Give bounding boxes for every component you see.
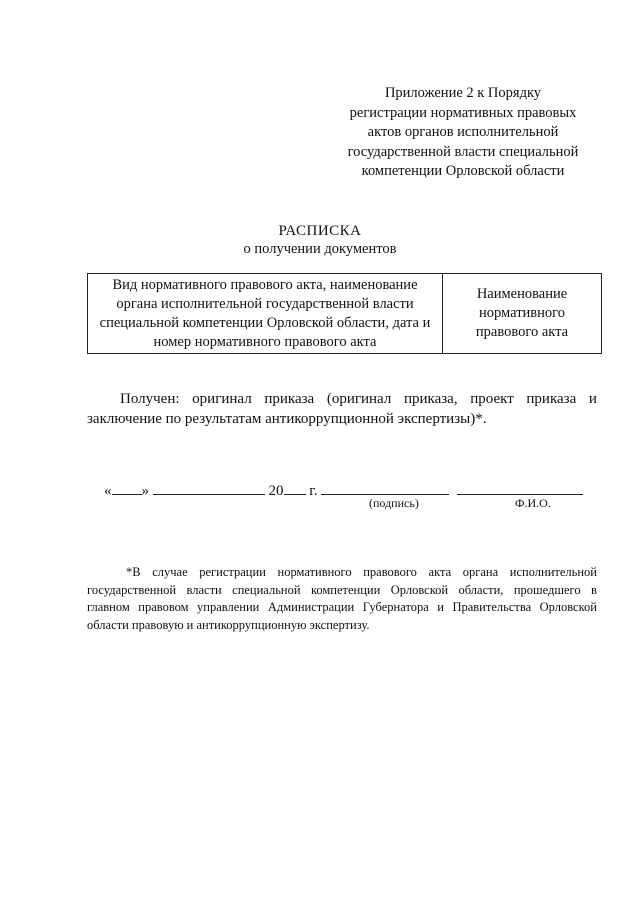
- footnote-word: Орловской: [539, 600, 597, 614]
- appendix-line: компетенции Орловской области: [361, 163, 565, 179]
- full-name-blank[interactable]: [457, 480, 583, 495]
- appendix-line: государственной власти специальной: [347, 143, 579, 160]
- received-word: и: [588, 391, 597, 407]
- appendix-header: [330, 84, 596, 182]
- footnote-word: Орловской: [390, 582, 449, 597]
- footnote-word: специальной: [232, 582, 301, 597]
- footnote: [87, 564, 597, 634]
- footnote-word: власти: [186, 582, 222, 597]
- table-header-act-type: Вид нормативного правового акта, наименование органа исполнительной государственной власти специальной компетенции Орловской области, дата и номер нормативного правового акта: [88, 274, 443, 353]
- signature-blank[interactable]: [321, 480, 449, 495]
- received-word: проект: [470, 391, 514, 407]
- footnote-word: нормативного: [277, 565, 352, 579]
- received-word: оригинал: [192, 391, 252, 407]
- day-blank[interactable]: [112, 480, 142, 495]
- footnote-word: управлении: [197, 600, 260, 614]
- year-blank[interactable]: [284, 480, 306, 495]
- received-line-2: заключение по результатам антикоррупционной экспертизы)*.: [87, 411, 487, 427]
- footnote-word: исполнительной: [509, 565, 597, 579]
- appendix-line: актов органов исполнительной: [367, 124, 559, 140]
- month-blank[interactable]: [153, 480, 265, 495]
- title-main: РАСПИСКА: [278, 223, 362, 239]
- received-word: (оригинал: [326, 391, 392, 407]
- appendix-line: Приложение 2 к Порядку: [384, 85, 542, 101]
- year-prefix: 20: [268, 483, 284, 499]
- footnote-word: в: [591, 582, 597, 597]
- footnote-line-4: области правовую и антикоррупционную экспертизу.: [87, 617, 370, 632]
- appendix-line: регистрации нормативных правовых: [349, 104, 577, 121]
- title-sub: о получении документов: [243, 241, 397, 257]
- received-line-1: [87, 389, 597, 409]
- footnote-line-3: [87, 599, 597, 617]
- footnote-word: и: [437, 600, 444, 614]
- footnote-word: Губернатора: [362, 600, 429, 614]
- received-word: приказа,: [403, 391, 458, 407]
- caption-full-name: Ф.И.О.: [515, 496, 551, 510]
- table-header-act-name: Наименование нормативного правового акта: [475, 286, 569, 340]
- footnote-word: Администрации: [267, 600, 355, 614]
- footnote-word: прошедшего: [513, 582, 581, 597]
- received-word: Получен:: [120, 391, 180, 407]
- caption-signature: (подпись): [369, 496, 419, 510]
- quote-close: »: [141, 483, 149, 499]
- footnote-word: акта: [428, 565, 452, 579]
- received-word: приказа: [264, 391, 315, 407]
- footnote-word: государственной: [87, 582, 177, 597]
- documents-table: [87, 273, 602, 354]
- footnote-word: правовом: [138, 600, 189, 614]
- year-suffix: г.: [309, 483, 318, 499]
- footnote-word: области,: [458, 582, 504, 597]
- received-paragraph: [87, 389, 597, 429]
- footnote-line-1: [87, 564, 597, 582]
- received-word: приказа: [526, 391, 577, 407]
- footnote-word: регистрации: [199, 565, 266, 579]
- footnote-word: случае: [152, 565, 188, 579]
- footnote-word: *В: [126, 565, 141, 579]
- footnote-word: компетенции: [310, 582, 381, 597]
- quote-open: «: [104, 483, 112, 499]
- footnote-word: главном: [87, 600, 130, 614]
- footnote-word: органа: [462, 565, 499, 579]
- footnote-word: правового: [363, 565, 417, 579]
- footnote-word: Правительства: [452, 600, 532, 614]
- footnote-line-2: [87, 582, 597, 600]
